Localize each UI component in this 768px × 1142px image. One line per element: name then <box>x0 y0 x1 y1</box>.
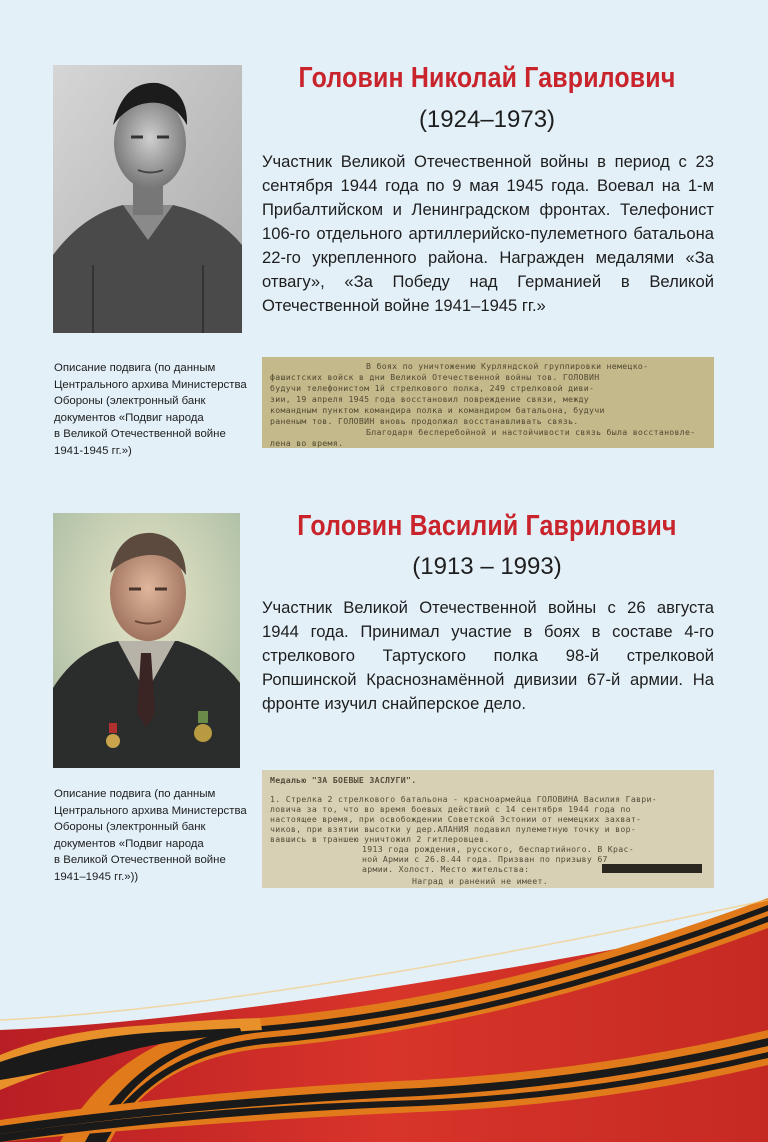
document-line: лена во время. <box>270 438 344 448</box>
caption-line: в Великой Отечественной войне <box>54 854 226 867</box>
biography-text: Участник Великой Отечественной войны с 26 августа 1944 года. Принимал участие в боях в составе 4-го стрелкового Тартуского полка 98-й стрелковой Ропшинской Краснознамённой дивизии 67-й армии. На фронте изучил снайперское дело. <box>262 598 714 713</box>
document-line: раненым тов. ГОЛОВИН вновь продолжал восстанавливать связь. <box>270 416 579 426</box>
document-line: вавшись в траншею уничтожил 2 гитлеровцев. <box>270 834 490 844</box>
document-line: В боях по уничтожению Курляндской группировки немецко- <box>366 361 649 371</box>
document-line: фашистских войск в дни Великой Отечественной войны тов. ГОЛОВИН <box>270 372 600 382</box>
portrait-photo-nikolai <box>53 65 242 333</box>
caption-line: Центрального архива Министерства <box>54 378 247 391</box>
caption-line: 1941-1945 гг.») <box>54 444 132 457</box>
document-line: 1913 года рождения, русского, беспартийного. В Крас- <box>362 844 634 854</box>
caption-line: 1941–1945 гг.»)) <box>54 870 139 883</box>
redaction-bar <box>602 864 702 873</box>
caption-line: Обороны (электронный банк <box>54 395 206 408</box>
biography-text: Участник Великой Отечественной войны в период с 23 сентября 1944 года по 9 мая 1945 года. Воевал на 1-м Прибалтийском и Ленинградском фронтах. Телефонист 106-го отдельного артиллерийско-пулеметного батальона 22-го укрепленного района. Награжден медалями «За отвагу», «За Победу над Германией в Великой Отечественной войне 1941–1945 гг.» <box>262 152 714 315</box>
document-line: командным пунктом командира полка и командиром батальона, будучи <box>270 405 605 415</box>
person-name: Головин Василий Гаврилович <box>297 510 677 542</box>
archive-document-scan <box>262 770 714 888</box>
caption-line: документов «Подвиг народа <box>54 837 204 850</box>
caption-line: Описание подвига (по данным <box>54 362 216 374</box>
caption-line: Описание подвига (по данным <box>54 788 216 800</box>
st-george-ribbon <box>0 880 768 1142</box>
caption-line: в Великой Отечественной войне <box>54 428 226 441</box>
document-line: Наград и ранений не имеет. <box>412 876 548 886</box>
document-line: чиков, при взятии высотки у дер.АЛАНИЯ подавил пулеметную точку и вор- <box>270 824 637 834</box>
archive-document-scan <box>262 357 714 448</box>
life-years: (1924–1973) <box>418 106 556 133</box>
document-line: 1. Стрелка 2 стрелкового батальона - красноармейца ГОЛОВИНА Василия Гаври- <box>270 794 657 804</box>
document-line: армии. Холост. Место жительства: <box>362 864 530 874</box>
document-line: Благодаря бесперебойной и настойчивости связь была восстановле- <box>366 427 696 437</box>
document-line: настоящее время, при освобождении Советской Эстонии от немецких захват- <box>270 814 642 824</box>
document-line: будучи телефонистом 1й стрелкового полка, 249 стрелковой диви- <box>270 383 595 393</box>
caption-line: документов «Подвиг народа <box>54 411 204 424</box>
document-line: ловича за то, что во время боевых действий с 14 сентября 1944 года по <box>270 804 631 814</box>
person-name: Головин Николай Гаврилович <box>298 62 676 94</box>
document-line: зии, 19 апреля 1945 года восстановил повреждение связи, между <box>270 394 589 404</box>
caption-line: Обороны (электронный банк <box>54 821 206 834</box>
document-line: Медалью "ЗА БОЕВЫЕ ЗАСЛУГИ". <box>270 775 417 785</box>
portrait-photo-vasily <box>53 513 240 768</box>
life-years: (1913 – 1993) <box>412 553 562 580</box>
archive-caption <box>54 360 259 460</box>
caption-line: Центрального архива Министерства <box>54 804 247 817</box>
archive-caption <box>54 786 259 886</box>
document-line: ной Армии с 26.8.44 года. Призван по призыву 67 <box>362 854 608 864</box>
